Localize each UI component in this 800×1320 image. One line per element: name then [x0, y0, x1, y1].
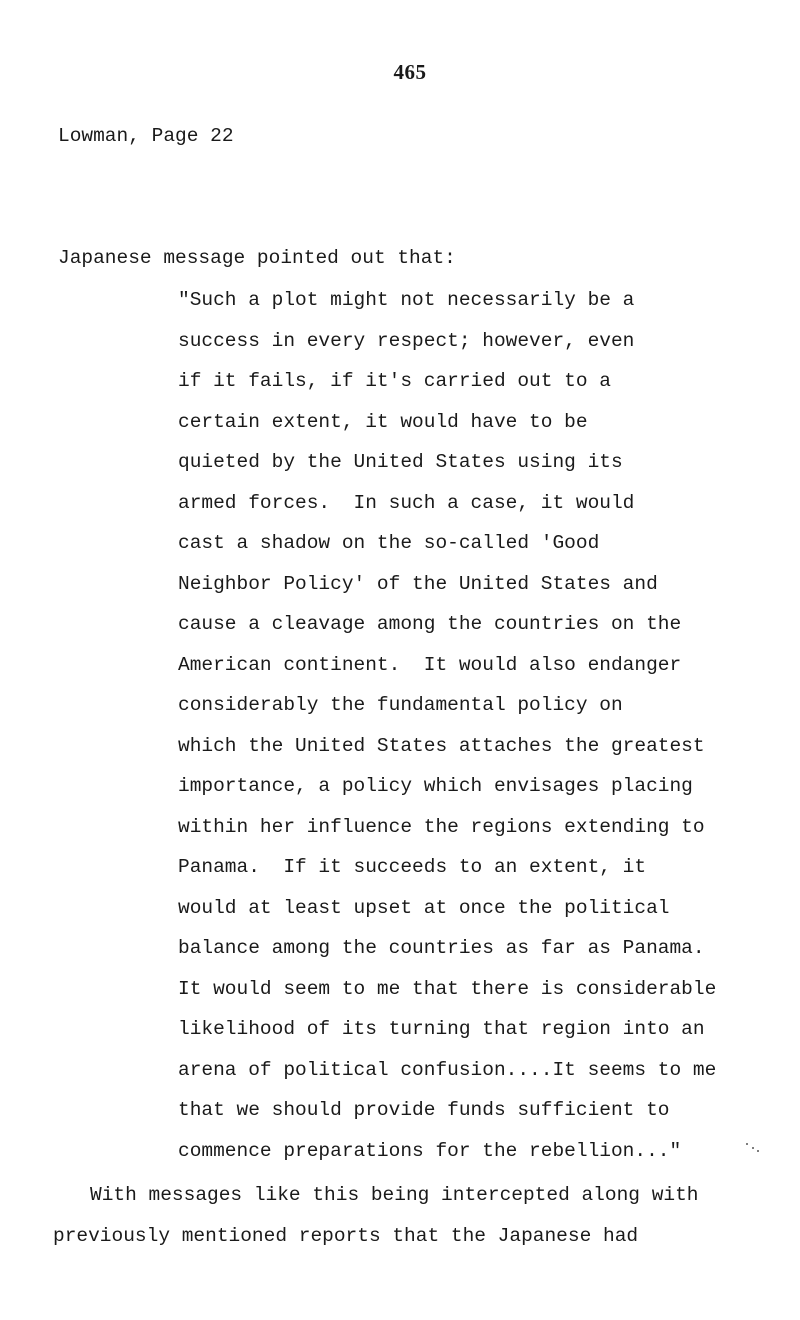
quote-line: cause a cleavage among the countries on the	[178, 613, 682, 635]
quote-line: within her influence the regions extending to	[178, 815, 705, 838]
quote-line: quieted by the United States using its	[178, 451, 623, 473]
quote-line: "Such a plot might not necessarily be a	[178, 289, 635, 311]
quote-line: commence preparations for the rebellion..."	[178, 1139, 682, 1162]
quote-line: considerably the fundamental policy on	[178, 694, 623, 716]
quote-line: that we should provide funds sufficient to	[178, 1099, 670, 1121]
page-number: 465	[393, 60, 427, 84]
quote-line: balance among the countries as far as Panama.	[178, 937, 705, 959]
quote-line: cast a shadow on the so-called 'Good	[178, 532, 600, 554]
quote-line: would at least upset at once the political	[178, 896, 670, 919]
quote-line: arena of political confusion....It seems to me	[178, 1058, 717, 1081]
quote-line: if it fails, if it's carried out to a	[178, 370, 611, 392]
quote-line: likelihood of its turning that region into an	[178, 1018, 705, 1040]
quote-line: Neighbor Policy' of the United States and	[178, 572, 658, 595]
running-head: Lowman, Page 22	[58, 125, 234, 147]
body-text-line: previously mentioned reports that the Japanese had	[53, 1225, 639, 1247]
quote-line: armed forces. In such a case, it would	[178, 491, 635, 514]
body-text-line: With messages like this being intercepted along with	[90, 1184, 699, 1206]
quote-line: Panama. If it succeeds to an extent, it	[178, 856, 647, 878]
quote-line: American continent. It would also endanger	[178, 653, 682, 676]
quote-line: certain extent, it would have to be	[178, 410, 588, 433]
quote-line: success in every respect; however, even	[178, 329, 635, 352]
quote-line: importance, a policy which envisages placing	[178, 775, 693, 797]
scan-speck	[746, 1143, 760, 1153]
quote-line: It would seem to me that there is considerable	[178, 977, 717, 1000]
quote-line: which the United States attaches the greatest	[178, 734, 705, 757]
block-quote	[178, 288, 716, 1179]
intro-line: Japanese message pointed out that:	[58, 247, 456, 269]
